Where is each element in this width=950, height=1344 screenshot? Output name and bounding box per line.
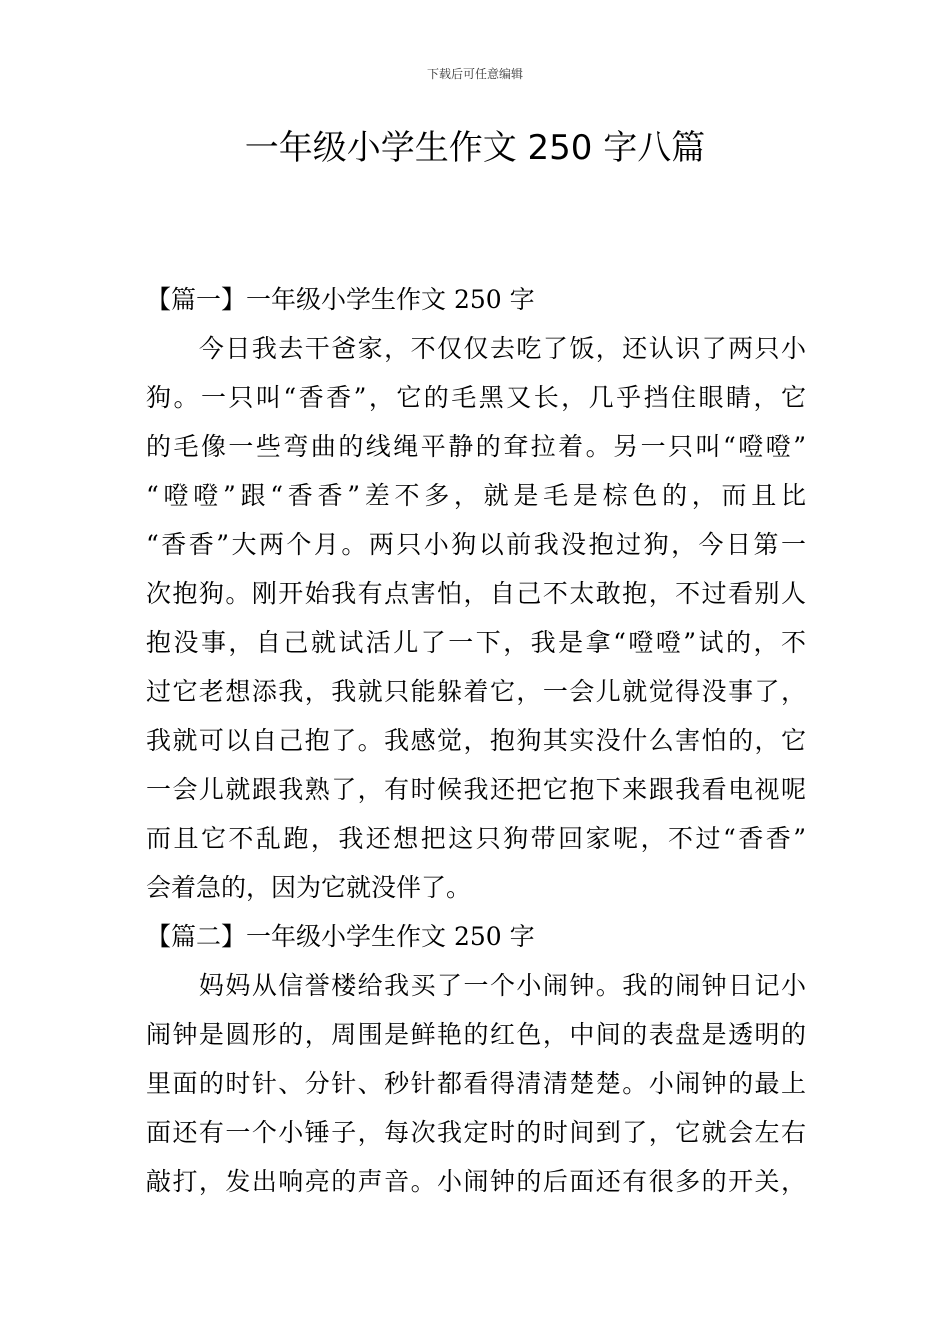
document-body [146, 275, 806, 1206]
paragraph-line: 过它老想添我，我就只能躲着它，一会儿就觉得没事了， [146, 677, 806, 706]
paragraph-line: 的毛像一些弯曲的线绳平静的耷拉着。另一只叫“噔噔” [146, 432, 806, 461]
paragraph-line: 狗。一只叫“香香”，它的毛黑又长，几乎挡住眼睛，它 [146, 383, 806, 412]
paragraph-line: 一会儿就跟我熟了，有时候我还把它抱下来跟我看电视呢 [146, 775, 806, 804]
paragraph-line: 面还有一个小锤子，每次我定时的时间到了，它就会左右 [146, 1118, 806, 1147]
paragraph-line: “香香”大两个月。两只小狗以前我没抱过狗，今日第一 [146, 530, 806, 559]
section-paragraph-2 [146, 961, 806, 1206]
paragraph-line: 会着急的，因为它就没伴了。 [146, 873, 472, 902]
paragraph-line: 闹钟是圆形的，周围是鲜艳的红色，中间的表盘是透明的 [146, 1020, 806, 1049]
section-heading-1: 【篇一】一年级小学生作文 250 字 [146, 285, 535, 314]
paragraph-line: 妈妈从信誉楼给我买了一个小闹钟。我的闹钟日记小 [146, 971, 806, 1000]
paragraph-line: 今日我去干爸家，不仅仅去吃了饭，还认识了两只小 [146, 334, 806, 363]
section-heading-2: 【篇二】一年级小学生作文 250 字 [146, 922, 535, 951]
paragraph-line: 敲打，发出响亮的声音。小闹钟的后面还有很多的开关， [146, 1167, 806, 1196]
header-note: 下载后可任意编辑 [426, 67, 523, 81]
section-paragraph-1 [146, 324, 806, 912]
paragraph-line: 我就可以自己抱了。我感觉，抱狗其实没什么害怕的，它 [146, 726, 806, 755]
paragraph-line: “噔噔”跟“香香”差不多，就是毛是棕色的，而且比 [146, 481, 806, 510]
paragraph-line: 而且它不乱跑，我还想把这只狗带回家呢，不过“香香” [146, 824, 806, 853]
paragraph-line: 里面的时针、分针、秒针都看得清清楚楚。小闹钟的最上 [146, 1069, 806, 1098]
document-title: 一年级小学生作文 250 字八篇 [244, 128, 706, 168]
paragraph-line: 次抱狗。刚开始我有点害怕，自己不太敢抱，不过看别人 [146, 579, 806, 608]
paragraph-line: 抱没事，自己就试活儿了一下，我是拿“噔噔”试的，不 [146, 628, 806, 657]
